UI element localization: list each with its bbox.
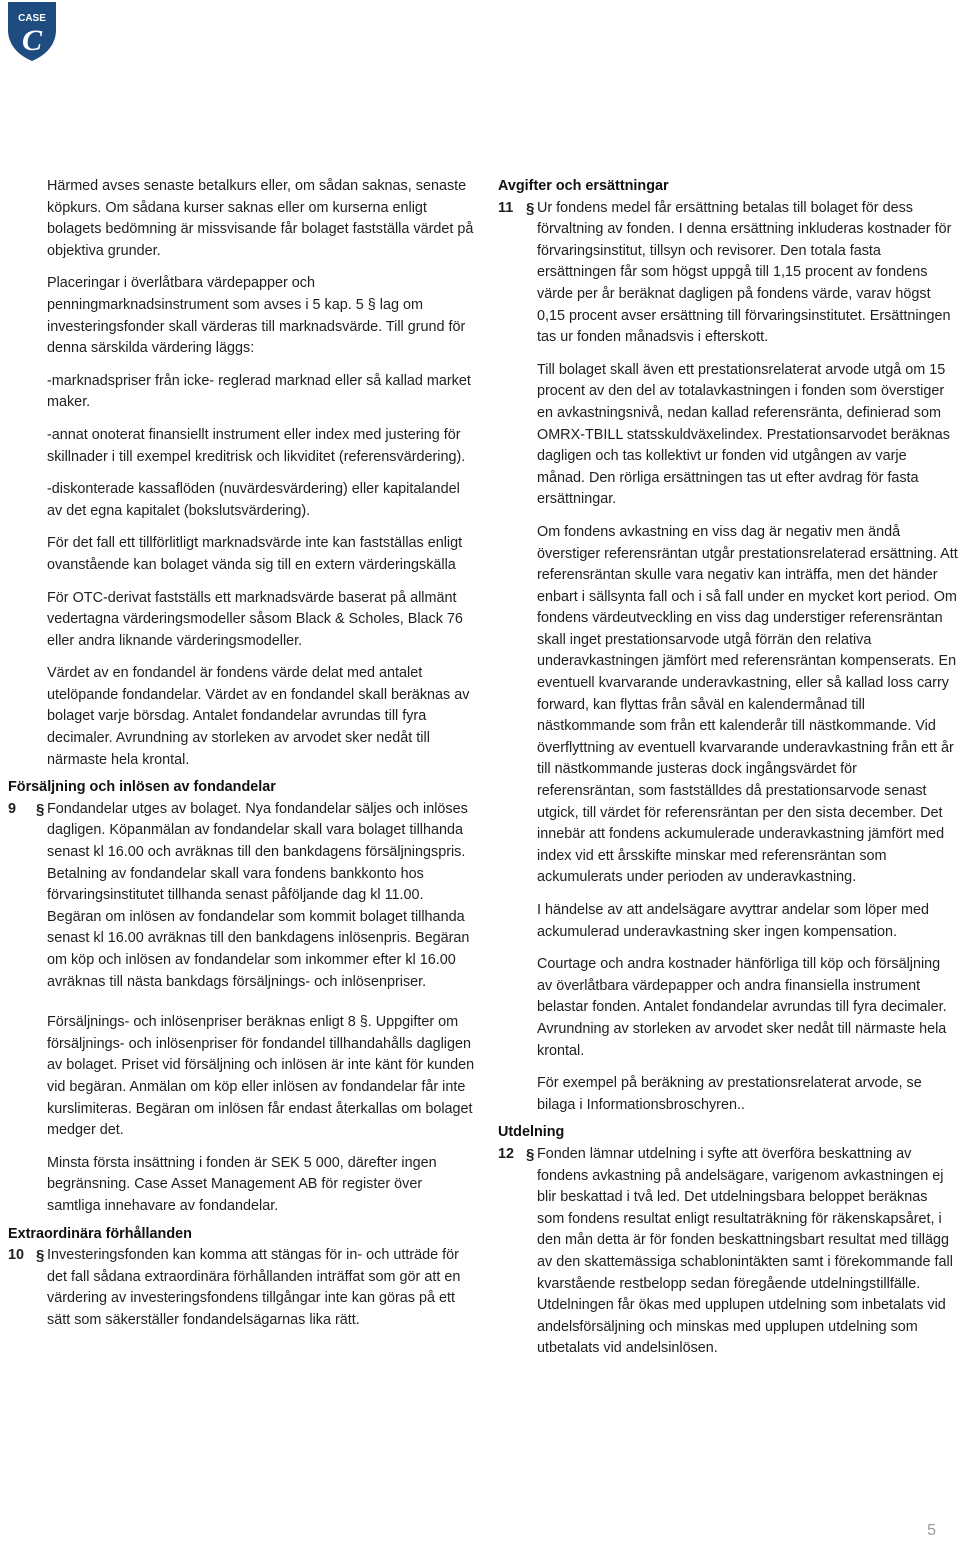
section-heading: Avgifter och ersättningar [498,178,669,194]
paragraph: Minsta första insättning i fonden är SEK 5 000, därefter ingen begränsning. Case Asset Management AB för register över samtliga innehavare av fondandelar. [47,1154,437,1214]
section-number: 9 [8,800,17,817]
paragraph: Om fondens avkastning en viss dag är negativ men ändå överstiger referensräntan utgår prestationsrelaterad ersättning. Att referensräntan skulle vara negativ kan inträffa, men det händer enbart i sällsynta fall och i så fall under en mycket kort period. Om fondens värdeutveckling en viss dag understiger referensräntan skall inget prestationsarvode utgå förrän den relativa underavkastningen jämfört med referensräntan kompenserats. En eventuell kvarvarande underavkastning, eller så kallad loss carry forward, kan flyttas från såväl en kalendermånad till nästkommande som från ett kalenderår till nästkommande. Vid överflyttning av eventuell kvarvarande underavkastning från ett år till nästkommande justeras dock ingångsvärdet för referensräntan, som fastställdes då prestationsarvode senast utgick, till värdet för referensräntan per den sista december. Det innebär att fondens ackumulerade underavkastning jämfört med index vid ett årsskifte minskar med referensräntan som ackumulerats under perioden av underavkastning. [537,523,958,886]
paragraph: För det fall ett tillförlitligt marknadsvärde inte kan fastställas enligt ovanstående kan bolaget vända sig till en extern värderingskälla [47,535,463,573]
logo-text: CASE [18,13,46,24]
left-column [8,176,478,1332]
paragraph: För exempel på beräkning av prestationsrelaterat arvode, se bilaga i Informationsbroschyren.. [537,1075,922,1113]
paragraph: Värdet av en fondandel är fondens värde delat med antalet utelöpande fondandelar. Värdet av en fondandel skall beräknas av bolaget varje börsdag. Antalet fondandelar avrundas till fyra decimaler. Avrundning av storleken av arvodet sker nedåt till närmaste hela krontal. [47,665,470,768]
section-9 [8,799,478,1218]
paragraph: -annat onoterat finansiellt instrument eller index med justering för skillnader i till exempel kreditrisk och likviditet (referensvärdering). [47,426,466,465]
paragraph: -diskonterade kassaflöden (nuvärdesvärdering) eller kapitalandel av det egna kapitalet (bokslutsvärdering). [47,481,460,519]
section-number: 11 [498,199,514,216]
case-logo [4,0,60,62]
paragraph: Till bolaget skall även ett prestationsrelaterat arvode utgå om 15 procent av den del av totalavkastningen i fonden som överstiger en avkastningsnivå, nedan kallad referensränta, definierad som OMRX-TBILL statsskuldväxelindex. Prestationsarvodet beräknas dagligen och tas kollektivt ur fonden vid utgången av varje månad. Den rörliga ersättningen tas ut efter avdrag för fasta ersättningar. [537,361,950,508]
logo-letter: C [21,24,43,57]
paragraph: Fondandelar utges av bolaget. Nya fondandelar säljes och inlöses dagligen. Köpanmälan av fondandelar skall vara bolaget tillhanda senast kl 16.00 och avräknas till den bankdagens försäljningspris. Betalning av fondandelar skall vara fondens bankkonto hos förvaringsinstitutet tillhanda senast påföljande dag kl 11.00. Begäran om inlösen av fondandelar som kommit bolaget tillhanda senast kl 16.00 avräknas till den bankdagens inlösenpris. Begäran om köp och inlösen av fondandelar som inkommer efter kl 16.00 avräknas till nästa bankdags försäljnings- och inlösenpriser. [47,800,470,990]
paragraph: Placeringar i överlåtbara värdepapper och penningmarknadsinstrument som avses i 5 kap. 5 § lag om investeringsfonder skall värderas till marknadsvärde. Till grund för denna särskilda värdering läggs: [47,275,466,357]
section-heading: Extraordinära förhållanden [8,1225,192,1242]
case-shield-icon [4,0,60,62]
paragraph: Investeringsfonden kan komma att stängas för in- och utträde för det fall sådana extraordinära förhållanden inträffat som gör att en värdering av investeringsfondens tillgångar inte kan göras på ett sätt som säkerställer fondandelsägarnas lika rätt. [47,1247,461,1328]
section-heading: Försäljning och inlösen av fondandelar [8,779,276,796]
paragraph: Courtage och andra kostnader hänförliga till köp och försäljning av överlåtbara värdepapper och andra finansiella instrument belastar fonden. Antalet fondandelar avrundas till fyra decimaler. Avrundning av storleken av arvodet sker nedåt till närmaste hela krontal. [537,956,947,1059]
section-heading: Utdelning [498,1124,565,1141]
paragraph: -marknadspriser från icke- reglerad marknad eller så kallad market maker. [47,372,471,411]
section-symbol: § [36,1247,45,1265]
section-symbol: § [36,800,45,818]
section-number: 12 [498,1145,515,1162]
section-number: 10 [8,1247,25,1264]
section-12 [498,1144,958,1360]
section-10 [8,1245,478,1331]
paragraph: I händelse av att andelsägare avyttrar andelar som löper med ackumulerad underavkastning sker ingen kompensation. [537,902,929,940]
section-symbol: § [526,199,535,217]
paragraph: Härmed avses senaste betalkurs eller, om sådan saknas, senaste köpkurs. Om sådana kurser saknas eller om kurserna enligt bolagets bedömning är missvisande får bolaget fastställa värdet på objektiva grunder. [47,178,474,259]
section-11 [498,198,958,1117]
paragraph: Försäljnings- och inlösenpriser beräknas enligt 8 §. Uppgifter om försäljnings- och inlösenpriser för fondandel tillhandahålls dagligen av bolaget. Priset vid försäljning och inlösen är inte känt för kunden vid begäran. Anmälan om köp eller inlösen av fondandelar får inte kurslimiteras. Begäran om inlösen får endast återkallas om bolaget medger det. [47,1014,475,1139]
page-number: 5 [927,1522,936,1539]
paragraph: För OTC-derivat fastställs ett marknadsvärde baserat på allmänt vedertagna värderingsmodeller såsom Black & Scholes, Black 76 eller andra liknande värderingsmodeller. [47,589,463,649]
paragraph: Fonden lämnar utdelning i syfte att överföra beskattning av fondens avkastning på andelsägare, varigenom avkastningen ej blir beskattad i två led. Det utdelningsbara beloppet beräknas som fondens resultat enligt resultaträkning för räkenskapsåret, i den mån detta är för fonden beskattningsbart resultat med tillägg av den skattemässiga schablonintäkten samt i förekommande fall kvarstående restbelopp sedan föregående utdelningstillfälle. Utdelningen får ökas med upplupen utdelning som inbetalats vid andelsförsäljning och minskas med upplupen utdelning som utbetalats vid andelsinlösen. [537,1145,953,1357]
section-symbol: § [526,1145,535,1163]
paragraph: Ur fondens medel får ersättning betalas till bolaget för dess förvaltning av fonden. I denna ersättning inkluderas kostnader för förvaringsinstitut, tillsyn och revisorer. Den totala fasta ersättningen får som högst uppgå till 1,15 procent av fondens värde per år beräknat dagligen på fondens värde, varav högst 0,15 procent avser ersättning till förvaringsinstitutet. Ersättningen tas ur fonden månadsvis i efterskott. [537,199,952,346]
right-column [498,176,958,1360]
